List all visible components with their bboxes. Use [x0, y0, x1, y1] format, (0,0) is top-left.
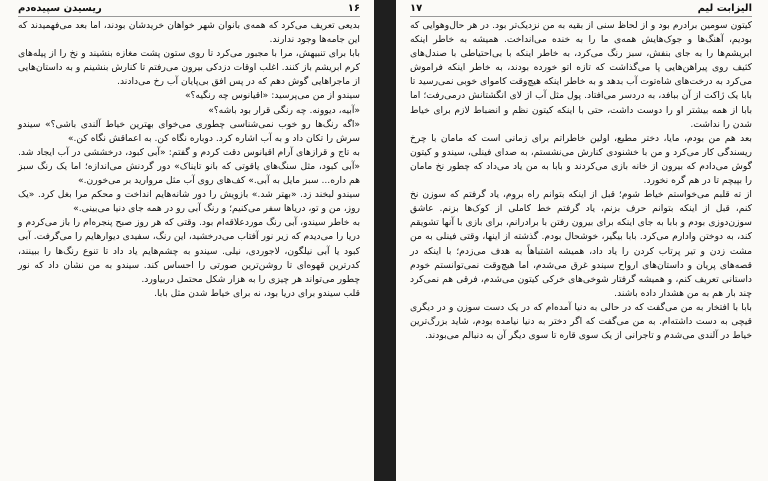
paragraph: سیندو از من می‌پرسید: «اقیانوس چه رنگیه؟» [184, 90, 360, 102]
paragraph: از ته قلبم می‌خواستم خیاط شوم؛ قبل از اینکه بتوانم راه بروم، یاد گرفتم که سوزن نخ کنم، قبل از اینکه بتوانم حرف بزنم، یاد گرفتم خط کاملی از کوک‌ها بزنم. عاشق سوزن‌دوزی بودم و بابا به جای اینکه برای بیرون رفتن با برادرانم، برای بازی با آنها تشویقم کند، به دوختن وادارم می‌کرد. بابا بیگیر، خوشحال بودم. گذشته از اینها، وقتی فینلی به من مشت زدن و تیر پرتاب کردن را یاد داد، همیشه اشتباهاً به هدف می‌زدم؛ با اینکه در قصه‌های پریان و داستان‌های ارواح سیندو غرق می‌شدم، اما هیچ‌وقت نمی‌توانستم خودم داستانی تعریف کنم، و همیشه گرفتار شوخی‌های خرکی کیتون می‌شدم، فرقی هم نمی‌کرد چند بار هم به من هشدار داده باشند. [410, 189, 752, 299]
paragraph: کیتون سومین برادرم بود و از لحاظ سنی از بقیه به من نزدیک‌تر بود. در هر حال‌وهوایی که بودیم، آهنگ‌ها و جوک‌هایش همه‌ی ما را به خنده می‌انداخت. همیشه به خاطر اینکه ابریشم‌ها را به جای بنفش، سبز رنگ می‌کرد، به خاطر اینکه با بی‌احتیاطی با صندل‌های کثیف روی پیراهن‌هایی پا می‌گذاشت که تازه اتو خورده بودند، به خاطر اینکه فراموش می‌کرد به درخت‌های شاه‌توت آب بدهد و به خاطر اینکه هیچ‌وقت کاموای خوبی نمی‌رسید تا بابا یک ژاکت از آن ببافد، به دردسر می‌افتاد. پول مثل آب از لای انگشتانش درمی‌رفت؛ اما بابا از همه بیشتر او را دوست داشت، حتی با اینکه کیتون نظم و انضباط لازم برای خیاط شدن را نداشت. [410, 20, 752, 130]
left-page [0, 0, 374, 481]
paragraph: بابا با افتخار به من می‌گفت که در حالی به دنیا آمده‌ام که در یک دست سوزن و در دیگری قیچی به دست داشته‌ام. به من می‌گفت که اگر دختر به دنیا نیامده بودم، شاید بزرگ‌ترین خیاط در آلندی می‌شدم و تاجرانی از یک سوی قاره تا سوی دیگر آن به دنبالم می‌بودند. [410, 301, 752, 342]
right-page-number: ۱۷ [410, 3, 423, 14]
paragraph: بابا برای تنبیهش، مرا با مجبور می‌کرد تا روی ستون پشت مغازه بنشیند و نخ را از پیله‌های کرم ابریشم باز کنند. اغلب اوقات دزدکی بیرون می‌رفتم تا کنارش بنشینم و به داستان‌هایی از ماجراهایی گوش دهم که در پس افق بی‌پایان آب رخ می‌دادند. [18, 48, 360, 88]
paragraph: سیندو لبخند زد. «بهتر شد.» بازویش را دور شانه‌هایم انداخت و محکم مرا بغل کرد. «یک روز، من و تو، دریاها سفر می‌کنیم؛ و رنگ آبی رو در همه جای دنیا می‌بینی.» [18, 189, 360, 215]
paragraph: «آبیه، دیوونه. چه رنگی قرار بود باشه؟» [208, 104, 360, 116]
paragraph: به تاج و قرازهای آرام اقیانوس دقت کردم و گفتم: «آبی کبود، درخششی در آب ایجاد شد. «آبی کبود، مثل سنگ‌های یاقوتی که بانو تایناک» دور گردنش می‌اندازه؛ اما یک رنگ سبز هم داره... سبز مایل به آبی.» کف‌های روی آب مثل مروارید بر می‌خورن.» [18, 146, 360, 187]
right-running-title: الیزابت لیم [697, 3, 752, 14]
paragraph: بعد هم من بودم، مایا، دختر مطیع، اولین خاطراتم برای زمانی است که مامان با چرخ ریسندگی کار می‌کرد و من با خشنودی کنارش می‌نشستم، به صدای فینلی، سیندو و کیتون گوش می‌دادم که بیرون از خانه بازی می‌کردند و بابا به من یاد می‌داد که چطور نخ مامان را بپیچم تا در هم گره نخورد. [410, 132, 752, 187]
paragraph: قلب سیندو برای دریا بود، نه برای خیاط شدن مثل بابا. [154, 287, 360, 299]
left-running-title: ریسیدن سپیده‌دم [18, 3, 102, 14]
book-gutter [374, 0, 396, 481]
right-page-header [410, 3, 752, 17]
paragraph: بدیعی تعریف می‌کرد که همه‌ی بانوان شهر خواهان خریدشان بودند، اما بعد می‌فهمیدند که این جامه‌ها وجود ندارند. [18, 20, 360, 46]
paragraph: به خاطر سیندو، آبی رنگ موردعلاقه‌ام بود. وقتی که هر روز صبح پنجره‌ام را باز می‌کردم و دریا را می‌دیدم که زیر نور آفتاب می‌درخشید، این رنگ، سفیدی دیوارهایم را می‌گرفت. آبی کبود یا آبی نیلگون، لاجوردی، نیلی. سیندو به چشم‌هایم یاد داد تا تنوع رنگ‌ها را ببینند، کدرترین قهوه‌ای تا روشن‌ترین صورتی را احساس کند. سیندو به من نشان داد که نور چطور می‌تواند هر چیزی را به هزار شکل محتمل دربیاورد. [18, 217, 360, 285]
left-page-number: ۱۶ [347, 3, 360, 14]
paragraph: «اگه رنگ‌ها رو خوب نمی‌شناسی چطوری می‌خوای بهترین خیاط آلندی باشی؟» سیندو سرش را تکان داد و به آب اشاره کرد. دوباره نگاه کن. به اعماقش نگاه کن.» [18, 118, 360, 144]
right-page [396, 0, 768, 481]
left-page-header [18, 3, 360, 17]
